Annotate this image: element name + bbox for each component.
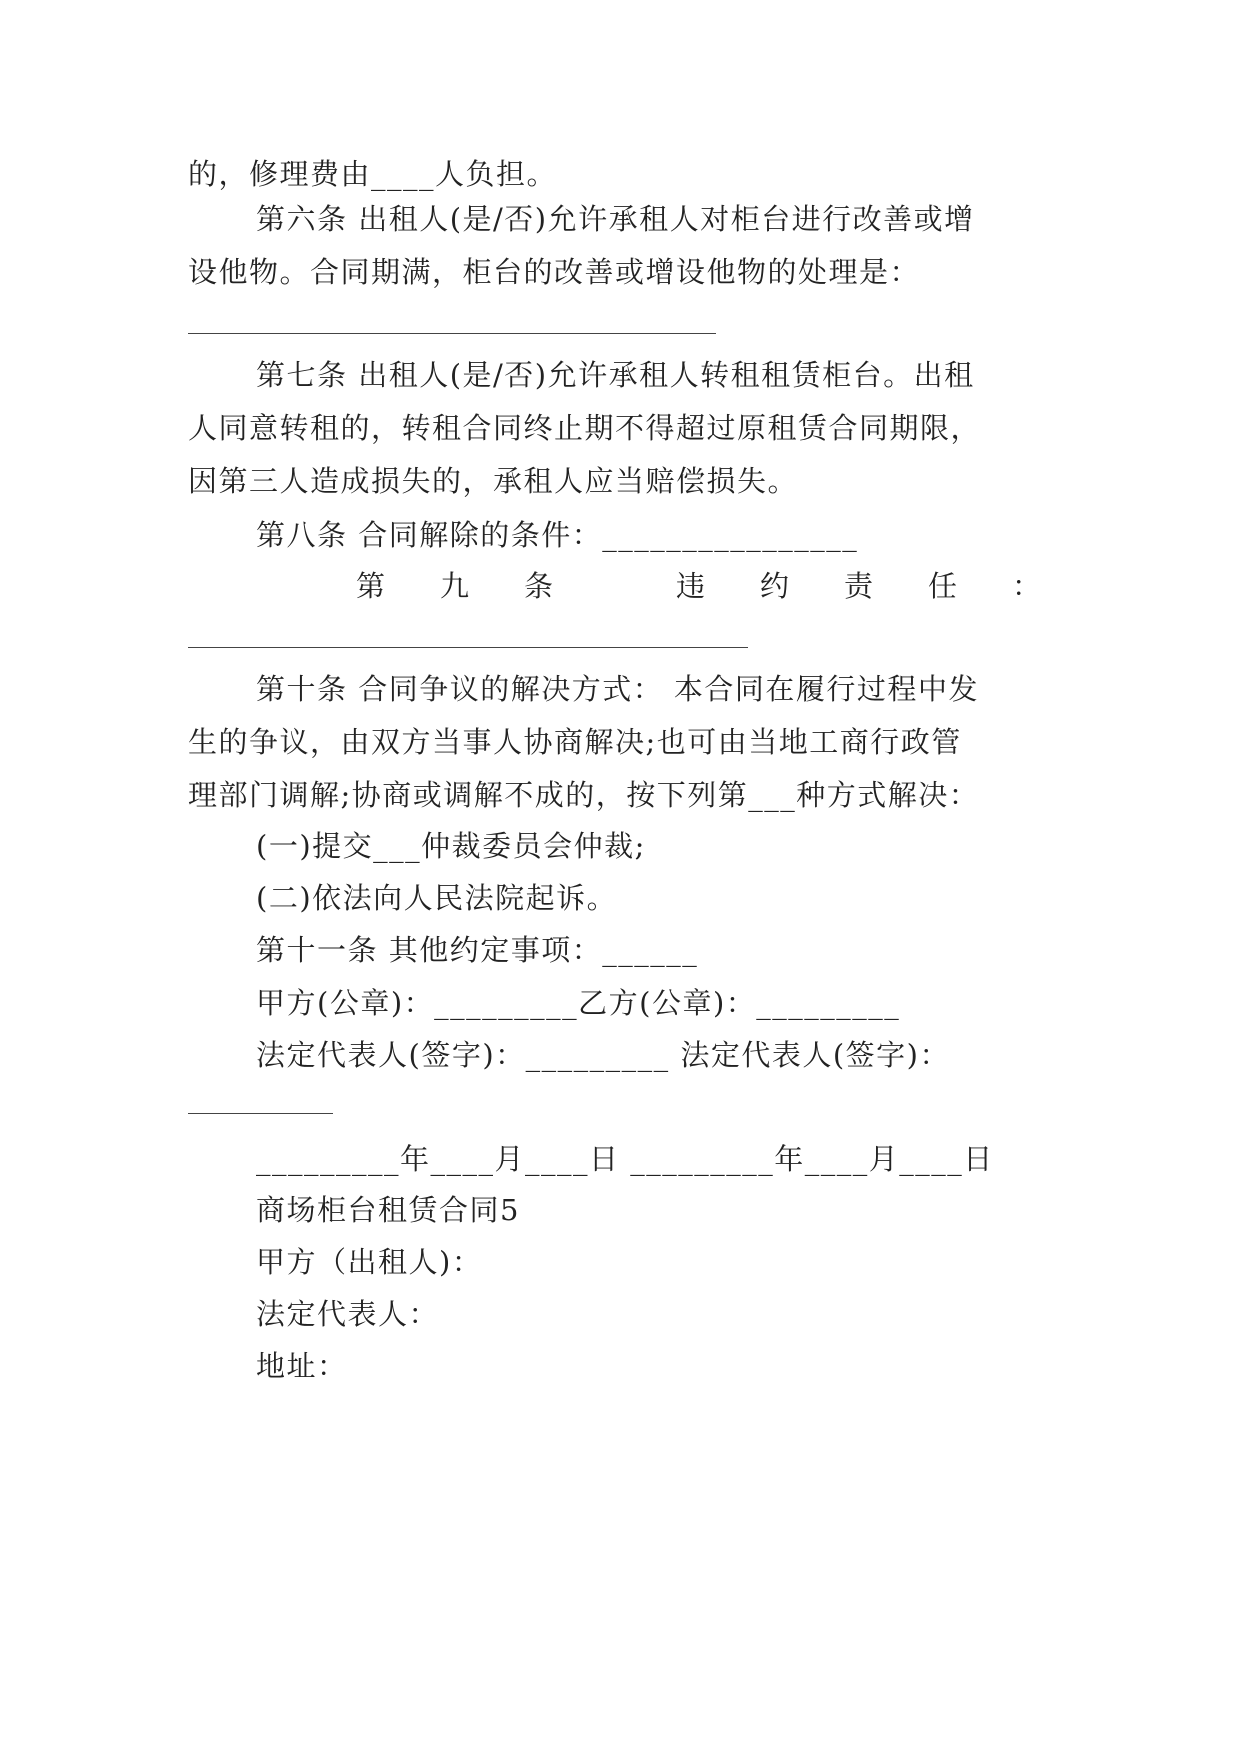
blank-fill-line — [188, 1113, 333, 1114]
article-9-char: ： — [1012, 569, 1043, 603]
blank-fill-line — [188, 647, 748, 648]
article-9-char: 责 — [844, 569, 875, 603]
arbitration-option: (一)提交___仲裁委员会仲裁; — [256, 829, 646, 863]
article-9-char: 约 — [760, 569, 791, 603]
lawsuit-option: (二)依法向人民法院起诉。 — [256, 881, 618, 915]
article-7-line-3: 因第三人造成损失的，承租人应当赔偿损失。 — [188, 464, 799, 498]
article-6-line-1: 第六条 出租人(是/否)允许承租人对柜台进行改善或增 — [256, 202, 975, 236]
article-11-line: 第十一条 其他约定事项：______ — [256, 933, 699, 967]
article-9-char: 违 — [676, 569, 707, 603]
article-9-char: 第 — [356, 569, 387, 603]
article-8-line: 第八条 合同解除的条件：________________ — [256, 518, 859, 552]
address-line: 地址： — [256, 1349, 348, 1383]
party-a-line: 甲方（出租人)： — [256, 1245, 483, 1279]
article-10-line-1: 第十条 合同争议的解决方式： 本合同在履行过程中发 — [256, 672, 979, 706]
date-line: _________年____月____日 _________年____月____日 — [256, 1142, 994, 1176]
section-title: 商场柜台租赁合同5 — [256, 1193, 520, 1227]
blank-fill-line — [188, 333, 716, 334]
article-7-line-1: 第七条 出租人(是/否)允许承租人转租租赁柜台。出租 — [256, 358, 975, 392]
article-7-line-2: 人同意转租的，转租合同终止期不得超过原租赁合同期限， — [188, 411, 982, 445]
article-9-line — [188, 566, 1054, 606]
article-9-char: 任 — [928, 569, 959, 603]
article-9-char: 九 — [440, 569, 471, 603]
article-9-char: 条 — [524, 569, 555, 603]
text-line: 的，修理费由____人负担。 — [188, 157, 558, 191]
seal-line: 甲方(公章)：_________乙方(公章)：_________ — [256, 986, 901, 1020]
legal-rep-line: 法定代表人： — [256, 1297, 440, 1331]
article-6-line-2: 设他物。合同期满，柜台的改善或增设他物的处理是： — [188, 255, 921, 289]
article-10-line-3: 理部门调解;协商或调解不成的，按下列第___种方式解决： — [188, 778, 980, 812]
article-10-line-2: 生的争议，由双方当事人协商解决;也可由当地工商行政管 — [188, 725, 962, 759]
signature-line: 法定代表人(签字)：_________ 法定代表人(签字)： — [256, 1038, 950, 1072]
